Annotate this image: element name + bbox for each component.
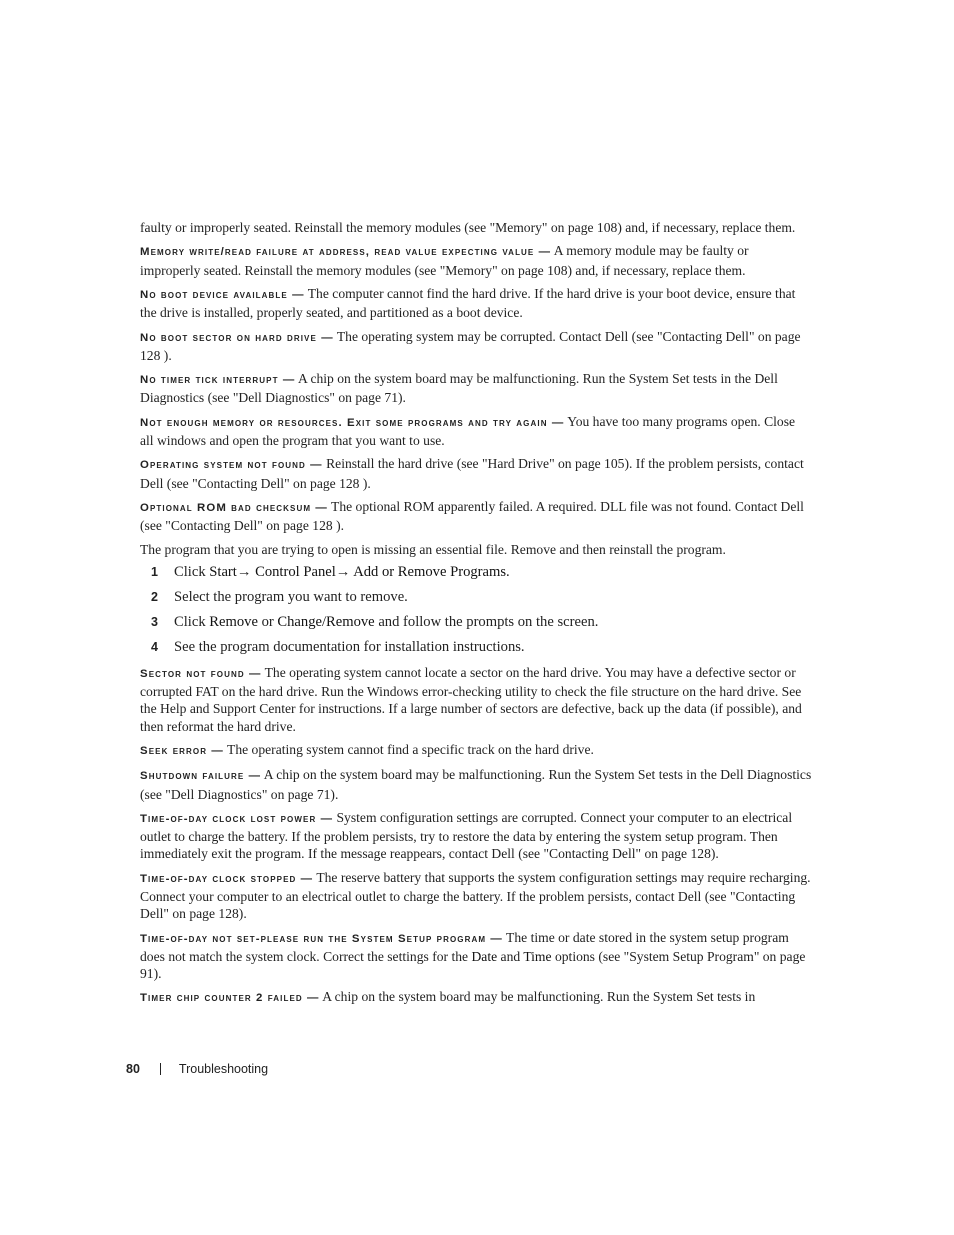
ui-time-option: Time (523, 948, 552, 964)
step-text: Click (174, 613, 210, 630)
step-text-or: or (257, 613, 278, 630)
entry-heading: Optional ROM bad checksum — (140, 501, 328, 514)
entry-heading: Time-of-day not set-please run the System Setup program — (140, 932, 503, 945)
footer-divider (160, 1063, 161, 1075)
entry-text: The operating system cannot locate a sector on the hard drive. You may have a defective sector or corrupted FAT on the hard drive. Run the Windows error-checking utility to check the file structure on the hard drive. See the Help and Support Center for instructions. If a large number of sectors are defective, back up the data (if possible), and then reformat the hard drive. (140, 664, 802, 734)
entry-text: Reinstall the hard drive (see "Hard Drive" on page 105). If the problem persists, contact Dell (see "Contacting Dell" on page 128 ). (140, 456, 804, 491)
entry-no-boot-device (140, 285, 812, 321)
entry-heading: Memory write/read failure at address, read value expecting value — (140, 246, 552, 259)
page-number: 80 (126, 1062, 140, 1076)
missing-file-paragraph: The program that you are trying to open is missing an essential file. Remove and then reinstall the program. (140, 541, 726, 557)
step-text: See the program documentation for installation instructions. (174, 638, 525, 655)
entry-heading: Not enough memory or resources. Exit some programs and try again — (140, 416, 565, 429)
entry-text-post: options (see "System Setup Program" on page 91). (140, 948, 806, 981)
entry-heading: Sector not found — (140, 667, 262, 680)
entry-text: System configuration settings are corrupted. Connect your computer to an electrical outlet to charge the battery. If the problem persists, try to restore the data by entering the system setup program. Then immediately exit the program. If the message reappears, contact Dell (see "Contacting Dell" on page 128). (140, 809, 793, 862)
entry-no-timer-tick (140, 370, 812, 406)
entry-heading: Shutdown failure — (140, 770, 262, 783)
entry-os-not-found (140, 455, 812, 491)
entry-text: The operating system may be corrupted. Contact Dell (see "Contacting Dell" on page 128 ). (140, 328, 801, 363)
arrow-icon: → (335, 563, 354, 580)
entry-seek-error (140, 741, 812, 760)
entry-heading: No timer tick interrupt — (140, 374, 296, 387)
entry-heading: Time-of-day clock lost power — (140, 812, 334, 825)
entry-heading: Seek error — (140, 744, 224, 757)
step-number: 3 (151, 614, 158, 629)
entry-heading: Time-of-day clock stopped — (140, 872, 314, 885)
entry-no-boot-sector (140, 328, 812, 364)
ui-date-option: Date (471, 948, 498, 964)
entry-heading: No boot device available — (140, 288, 305, 301)
entry-tod-not-set (140, 929, 812, 983)
step-2 (140, 589, 812, 606)
step-4 (140, 639, 812, 656)
entry-text: A memory module may be faulty or improperly seated. Reinstall the memory modules (see "Memory" on page 108) and, if necessary, replace them. (140, 243, 749, 278)
step-3 (140, 614, 812, 631)
entry-optional-rom (140, 498, 812, 534)
ui-add-remove-programs: Add or Remove Programs (353, 563, 507, 580)
document-body (140, 219, 812, 1014)
step-number: 1 (151, 564, 158, 579)
entry-tod-lost-power (140, 809, 812, 863)
entry-memory-rw-failure (140, 242, 812, 278)
ui-change-remove: Change/Remove (277, 613, 375, 630)
step-text: Select the program you want to remove. (174, 588, 408, 605)
entry-text: A chip on the system board may be malfunctioning. Run the System Set tests in the Dell Diagnostics (see "Dell Diagnostics" on page 71). (140, 371, 778, 406)
section-name: Troubleshooting (178, 1062, 269, 1076)
entry-text: The computer cannot find the hard drive. If the hard drive is your boot device, ensure that the drive is installed, properly seated, and partitioned as a boot device. (140, 285, 796, 321)
entry-shutdown-failure (140, 766, 812, 802)
entry-text: The time or date stored in the system setup program does not match the system clock. Correct the settings for the (140, 929, 789, 964)
entry-timer-chip-counter (140, 988, 812, 1007)
entry-text: The operating system cannot find a specific track on the hard drive. (227, 741, 594, 757)
entry-heading: No boot sector on hard drive — (140, 331, 334, 344)
step-text-post: and follow the prompts on the screen. (374, 613, 599, 630)
ui-remove: Remove (209, 613, 258, 630)
entry-tod-stopped (140, 869, 812, 923)
ui-start: Start (209, 563, 237, 580)
entry-text: A chip on the system board may be malfunctioning. Run the System Set tests in the Dell Diagnostics (see "Dell Diagnostics" on page 71). (140, 767, 812, 802)
ui-control-panel: Control Panel (255, 563, 336, 580)
entry-text: A chip on the system board may be malfunctioning. Run the System Set tests in (322, 989, 756, 1005)
step-text: Click (174, 563, 210, 580)
entry-heading: Operating system not found — (140, 459, 323, 472)
step-number: 2 (151, 589, 158, 604)
entry-text: You have too many programs open. Close all windows and open the program that you want to use. (140, 413, 796, 448)
steps-list (140, 564, 812, 656)
entry-text-and: and (497, 948, 524, 964)
entry-text: The optional ROM apparently failed. A required. DLL file was not found. Contact Dell (see "Contacting Dell" on page 128 ). (140, 498, 804, 534)
entry-heading: Timer chip counter 2 failed — (140, 992, 320, 1005)
step-number: 4 (151, 639, 158, 654)
entry-sector-not-found (140, 664, 812, 735)
step-text-end: . (506, 563, 510, 580)
arrow-icon: → (236, 563, 256, 580)
page-footer (126, 1062, 268, 1076)
entry-not-enough-memory (140, 413, 812, 449)
entry-text: The reserve battery that supports the system configuration settings may require recharging. Connect your computer to an electrical outlet to charge the battery. If the problem persists, contact Dell (see "Contacting Dell" on page 128). (140, 869, 811, 922)
intro-paragraph: faulty or improperly seated. Reinstall the memory modules (see "Memory" on page 108) and, if necessary, replace them. (140, 220, 796, 235)
step-1 (140, 564, 812, 581)
